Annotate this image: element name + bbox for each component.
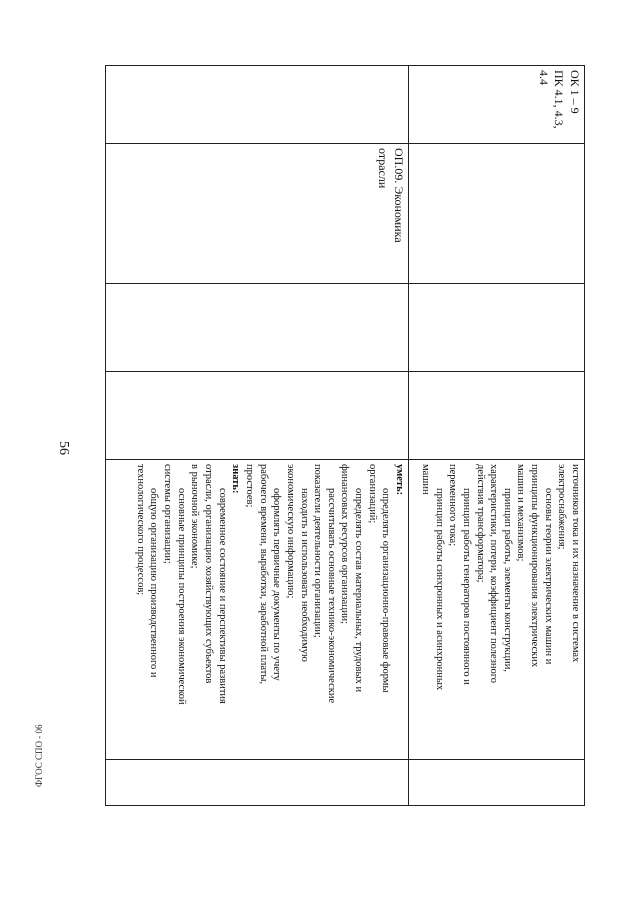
text-line: принцип работы генераторов постоянного и [460,488,472,685]
text-line: принципы функционирования электрических [529,464,541,668]
page-number: 56 [56,441,71,455]
text-line: системы организации; [162,464,174,564]
empty-cell [409,372,585,460]
discipline-name: ОП.09. Экономика отрасли [376,148,406,243]
empty-cell [409,760,585,806]
table-row [106,66,409,806]
text-line: технологического процессов; [134,464,146,596]
discipline-cell-1 [409,144,585,284]
section-label: уметь: [394,464,405,496]
text-line: экономическую информацию; [284,464,296,599]
text-line: финансовых ресурсов организации; [339,464,351,625]
text-line: машин [419,464,431,495]
text-line: определять состав материальных, трудовых и [353,488,365,693]
text-line: отрасли, организацию хозяйствующих субъектов [203,464,215,684]
text-line: основы теории электрических машин и [542,488,554,665]
section-label: знать: [230,464,242,494]
text-line: рабочего времени, выработки, заработной платы, [257,464,269,685]
curriculum-table [105,65,585,806]
text-line: машин и механизмов; [515,464,527,562]
empty-cell [106,760,409,806]
text-line: показатели деятельности организации; [312,464,324,638]
text-line: современное состояние и перспективы развития [216,488,228,704]
discipline-cell-2 [106,144,409,284]
empty-cell [409,284,585,372]
text-line: основные принципы построения экономической [175,488,187,705]
curriculum-table-wrap [105,65,585,805]
text-line: организаций; [366,464,378,524]
text-line: действия трансформатора; [474,464,486,583]
knowledge-cell-1 [409,460,585,760]
codes-cell-1 [409,66,585,144]
codes-cell-2 [106,66,409,144]
text-line: источников тока и их назначение в системах [570,464,581,663]
text-line: характеристики, потери, коэффициент полезного [488,464,500,684]
empty-cell [106,372,409,460]
text-line: переменного тока; [447,464,459,547]
text-line: принцип работы синхронных и асинхронных [433,488,445,691]
knowledge-cell-2 [106,460,409,760]
text-line: электроснабжения; [556,464,568,550]
competence-codes: ОК 1 – 9 ПК 4.1, 4.3, 4.4 [536,70,582,129]
text-line: находить и использовать необходимую [298,488,310,662]
footer-code: ФГОС СПО - 06 [34,724,44,787]
table-row [409,66,585,806]
text-line: определять организационно-правовые формы [380,488,392,693]
empty-cell [106,284,409,372]
text-line: простоев; [243,464,255,508]
text-line: рассчитывать основные технико-экономические [325,488,337,704]
text-line: в рыночной экономике; [189,464,201,569]
text-line: общую организацию производственного и [148,488,160,678]
text-line: оформлять первичные документы по учету [271,488,283,681]
text-line: принцип работы, элементы конструкции, [501,488,513,673]
